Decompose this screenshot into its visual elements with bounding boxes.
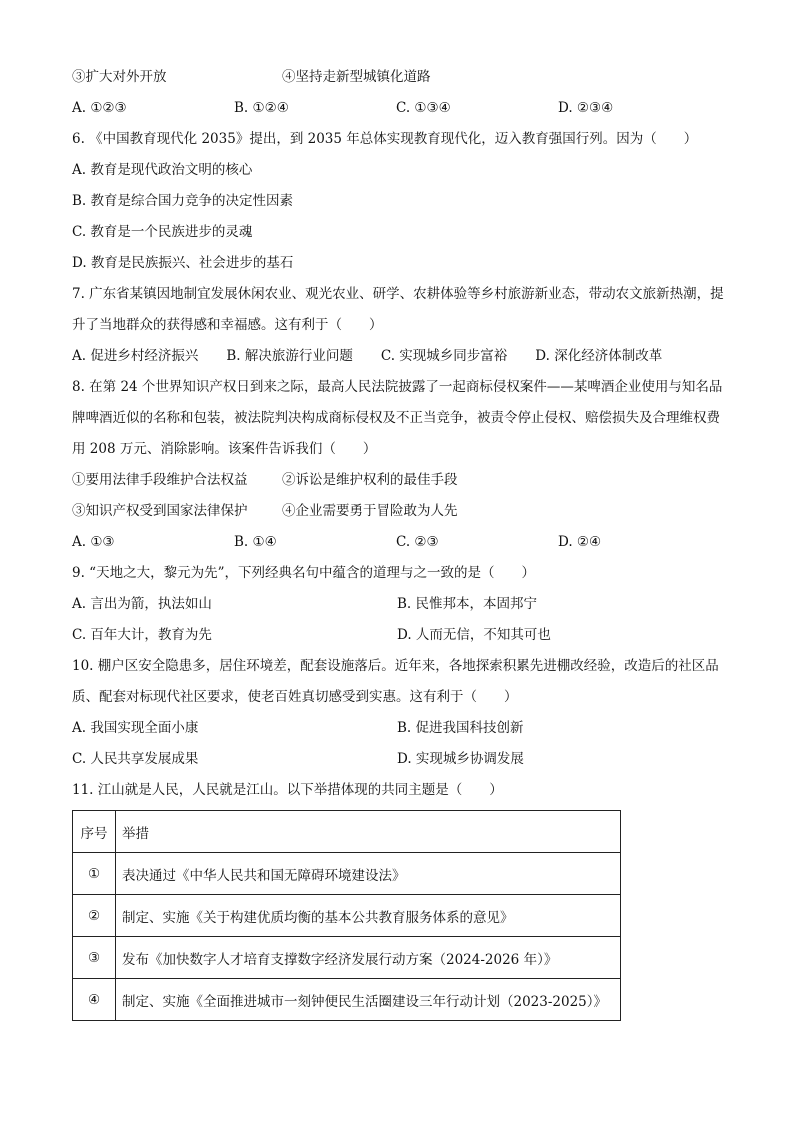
- table-row: [73, 895, 621, 937]
- q5-option-b[interactable]: B. ①②④: [234, 100, 289, 116]
- q6-option-d[interactable]: D. 教育是民族振兴、社会进步的基石: [72, 255, 294, 271]
- q8-statement-1: ①要用法律手段维护合法权益: [72, 472, 248, 488]
- table-header-row: [73, 811, 621, 853]
- header-measure: 举措: [116, 811, 621, 853]
- exam-page: [72, 62, 732, 1021]
- row-measure: 表决通过《中华人民共和国无障碍环境建设法》: [116, 853, 621, 895]
- q9-option-a[interactable]: A. 言出为箭，执法如山: [72, 596, 212, 612]
- q6-option-a[interactable]: A. 教育是现代政治文明的核心: [72, 162, 253, 178]
- q5-statements: [72, 62, 732, 93]
- q10-options-row2: [72, 744, 732, 775]
- q10-options-row1: [72, 713, 732, 744]
- q5-options: [72, 93, 732, 124]
- q7-option-b[interactable]: B. 解决旅游行业问题: [226, 348, 353, 364]
- q8-option-b[interactable]: B. ①④: [234, 534, 277, 550]
- header-index: 序号: [73, 811, 116, 853]
- q8-option-a[interactable]: A. ①③: [72, 534, 115, 550]
- table-row: [73, 937, 621, 979]
- q7-option-d[interactable]: D. 深化经济体制改革: [535, 348, 663, 364]
- q11-measures-table: [72, 810, 621, 1021]
- q9-option-c[interactable]: C. 百年大计，教育为先: [72, 627, 212, 643]
- q6-option-c[interactable]: C. 教育是一个民族进步的灵魂: [72, 224, 253, 240]
- row-index: ④: [73, 979, 116, 1021]
- q9-options-row2: [72, 620, 732, 651]
- row-measure: 制定、实施《关于构建优质均衡的基本公共教育服务体系的意见》: [116, 895, 621, 937]
- q6-option-b[interactable]: B. 教育是综合国力竞争的决定性因素: [72, 193, 294, 209]
- row-index: ②: [73, 895, 116, 937]
- q7-stem: 7. 广东省某镇因地制宜发展休闲农业、观光农业、研学、农耕体验等乡村旅游新业态，带动农文旅新热潮，提升了当地群众的获得感和幸福感。这有利于（ ）: [72, 286, 724, 333]
- q5-statement-3: ③扩大对外开放: [72, 69, 167, 85]
- q8-statement-4: ④企业需要勇于冒险敢为人先: [282, 503, 458, 519]
- q7-option-a[interactable]: A. 促进乡村经济振兴: [72, 348, 199, 364]
- q8-options: [72, 527, 732, 558]
- table-row: [73, 979, 621, 1021]
- q9-options-row1: [72, 589, 732, 620]
- q8-stem: 8. 在第 24 个世界知识产权日到来之际，最高人民法院披露了一起商标侵权案件——某啤酒企业使用与知名品牌啤酒近似的名称和包装，被法院判决构成商标侵权及不正当竞争，被责令停止侵权、赔偿损失及合理维权费用 208 万元、消除影响。该案件告诉我们（ ）: [72, 379, 723, 457]
- q9-option-d[interactable]: D. 人而无信，不知其可也: [397, 627, 551, 643]
- q5-option-c[interactable]: C. ①③④: [396, 100, 451, 116]
- q5-statement-4: ④坚持走新型城镇化道路: [282, 69, 431, 85]
- row-index: ①: [73, 853, 116, 895]
- q10-option-c[interactable]: C. 人民共享发展成果: [72, 751, 199, 767]
- row-index: ③: [73, 937, 116, 979]
- row-measure: 制定、实施《全面推进城市一刻钟便民生活圈建设三年行动计划（2023-2025）》: [116, 979, 621, 1021]
- q9-option-b[interactable]: B. 民惟邦本，本固邦宁: [397, 596, 538, 612]
- q7-option-c[interactable]: C. 实现城乡同步富裕: [380, 348, 508, 364]
- q6-stem: 6. 《中国教育现代化 2035》提出，到 2035 年总体实现教育现代化，迈入教育强国行列。因为（ ）: [72, 131, 698, 147]
- q9-stem: 9. “天地之大，黎元为先”，下列经典名句中蕴含的道理与之一致的是（ ）: [72, 565, 535, 581]
- q10-stem: 10. 棚户区安全隐患多，居住环境差，配套设施落后。近年来，各地探索积累先进棚改经验，改造后的社区品质、配套对标现代社区要求，使老百姓真切感受到实惠。这有利于（ ）: [72, 658, 719, 705]
- q8-statements-row2: [72, 496, 732, 527]
- q7-options: [72, 341, 732, 372]
- q8-statement-2: ②诉讼是维护权利的最佳手段: [282, 472, 458, 488]
- q8-option-c[interactable]: C. ②③: [396, 534, 439, 550]
- q8-statement-3: ③知识产权受到国家法律保护: [72, 503, 248, 519]
- q8-option-d[interactable]: D. ②④: [558, 534, 602, 550]
- row-measure: 发布《加快数字人才培育支撑数字经济发展行动方案（2024-2026 年）》: [116, 937, 621, 979]
- q5-option-a[interactable]: A. ①②③: [72, 100, 127, 116]
- q5-option-d[interactable]: D. ②③④: [558, 100, 614, 116]
- q10-option-a[interactable]: A. 我国实现全面小康: [72, 720, 199, 736]
- q11-stem: 11. 江山就是人民，人民就是江山。以下举措体现的共同主题是（ ）: [72, 782, 503, 798]
- q10-option-d[interactable]: D. 实现城乡协调发展: [397, 751, 524, 767]
- q8-statements-row1: [72, 465, 732, 496]
- q10-option-b[interactable]: B. 促进我国科技创新: [397, 720, 524, 736]
- table-row: [73, 853, 621, 895]
